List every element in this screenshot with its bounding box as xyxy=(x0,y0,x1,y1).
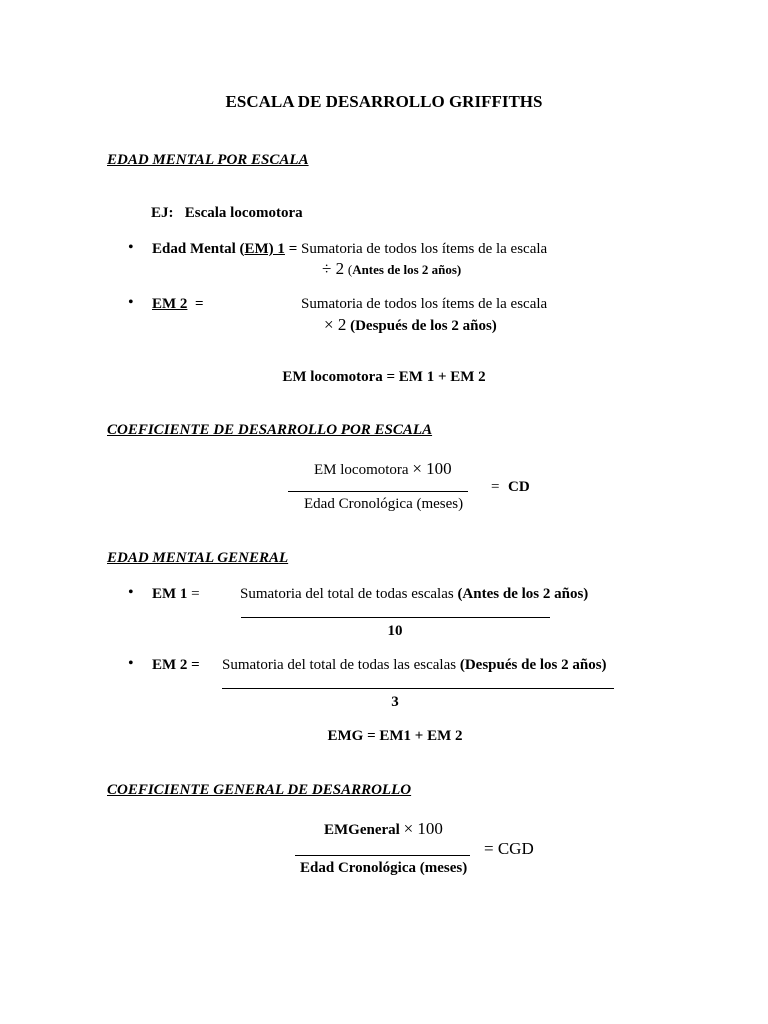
emg-formula: EMG = EM1 + EM 2 xyxy=(327,728,463,744)
emg2-divisor: 3 xyxy=(391,694,399,710)
em2-operation xyxy=(324,315,497,335)
cgd-result: = CGD xyxy=(484,839,534,858)
bullet-icon: • xyxy=(128,655,134,672)
em1-note-open: ( xyxy=(347,262,353,277)
emg2-text: Sumatoria del total de todas las escalas xyxy=(222,657,457,673)
em1-definition xyxy=(152,241,547,258)
bullet-icon: • xyxy=(128,239,134,256)
cd-result: CD xyxy=(508,479,530,495)
cgd-numerator-text: EMGeneral xyxy=(324,822,400,838)
bullet-icon: • xyxy=(128,584,134,601)
example-row xyxy=(151,205,303,222)
emg2-label: EM 2 = xyxy=(152,657,200,673)
cgd-numerator xyxy=(324,819,443,839)
emg1-text: Sumatoria del total de todas escalas xyxy=(240,586,454,602)
cgd-numerator-op: × 100 xyxy=(403,819,443,838)
em1-em: EM) 1 xyxy=(244,241,285,257)
fraction-line xyxy=(288,491,468,492)
em1-text: Sumatoria de todos los ítems de la escala xyxy=(301,241,548,257)
emg1-eq: = xyxy=(187,586,200,602)
em1-eq: = xyxy=(284,241,298,257)
page-title: ESCALA DE DESARROLLO GRIFFITHS xyxy=(225,92,543,111)
section-heading-edad-mental-escala: EDAD MENTAL POR ESCALA xyxy=(107,152,309,168)
cd-numerator-op: × 100 xyxy=(412,459,452,478)
em1-note: Antes de los 2 años) xyxy=(352,262,462,277)
em2-label: EM 2 xyxy=(152,296,188,312)
emg2-numerator xyxy=(222,657,607,674)
section-heading-coeficiente-escala: COEFICIENTE DE DESARROLLO POR ESCALA xyxy=(107,422,433,438)
em-locomotora-formula: EM locomotora = EM 1 + EM 2 xyxy=(282,369,486,385)
cd-denominator: Edad Cronológica (meses) xyxy=(304,496,464,512)
bullet-icon: • xyxy=(128,294,134,311)
cgd-denominator: Edad Cronológica (meses) xyxy=(300,860,468,876)
cd-numerator-text: EM locomotora xyxy=(314,462,409,478)
em2-text: Sumatoria de todos los ítems de la escala xyxy=(301,296,548,312)
em2-op: × 2 xyxy=(324,315,347,334)
section-heading-edad-mental-general: EDAD MENTAL GENERAL xyxy=(107,550,289,566)
section-heading-coeficiente-general: COEFICIENTE GENERAL DE DESARROLLO xyxy=(107,782,412,798)
em1-op: ÷ 2 xyxy=(322,259,345,278)
em2-note: (Después de los 2 años) xyxy=(350,318,497,334)
emg1-note: (Antes de los 2 años) xyxy=(457,586,589,602)
fraction-line xyxy=(222,688,614,689)
fraction-line xyxy=(241,617,550,618)
cd-numerator xyxy=(314,459,452,479)
emg1-label: EM 1 xyxy=(152,586,188,602)
emg1-numerator xyxy=(240,586,588,603)
emg2-note: (Después de los 2 años) xyxy=(459,657,607,673)
emg1-label-row xyxy=(152,586,200,603)
emg1-divisor: 10 xyxy=(387,623,403,639)
example-label: EJ: xyxy=(151,205,174,221)
fraction-line xyxy=(295,855,470,856)
cd-equals: = xyxy=(491,479,500,495)
em1-operation xyxy=(322,259,461,279)
example-value: Escala locomotora xyxy=(184,205,303,221)
em2-eq: = xyxy=(195,296,204,312)
em1-label: Edad Mental ( xyxy=(152,241,245,257)
